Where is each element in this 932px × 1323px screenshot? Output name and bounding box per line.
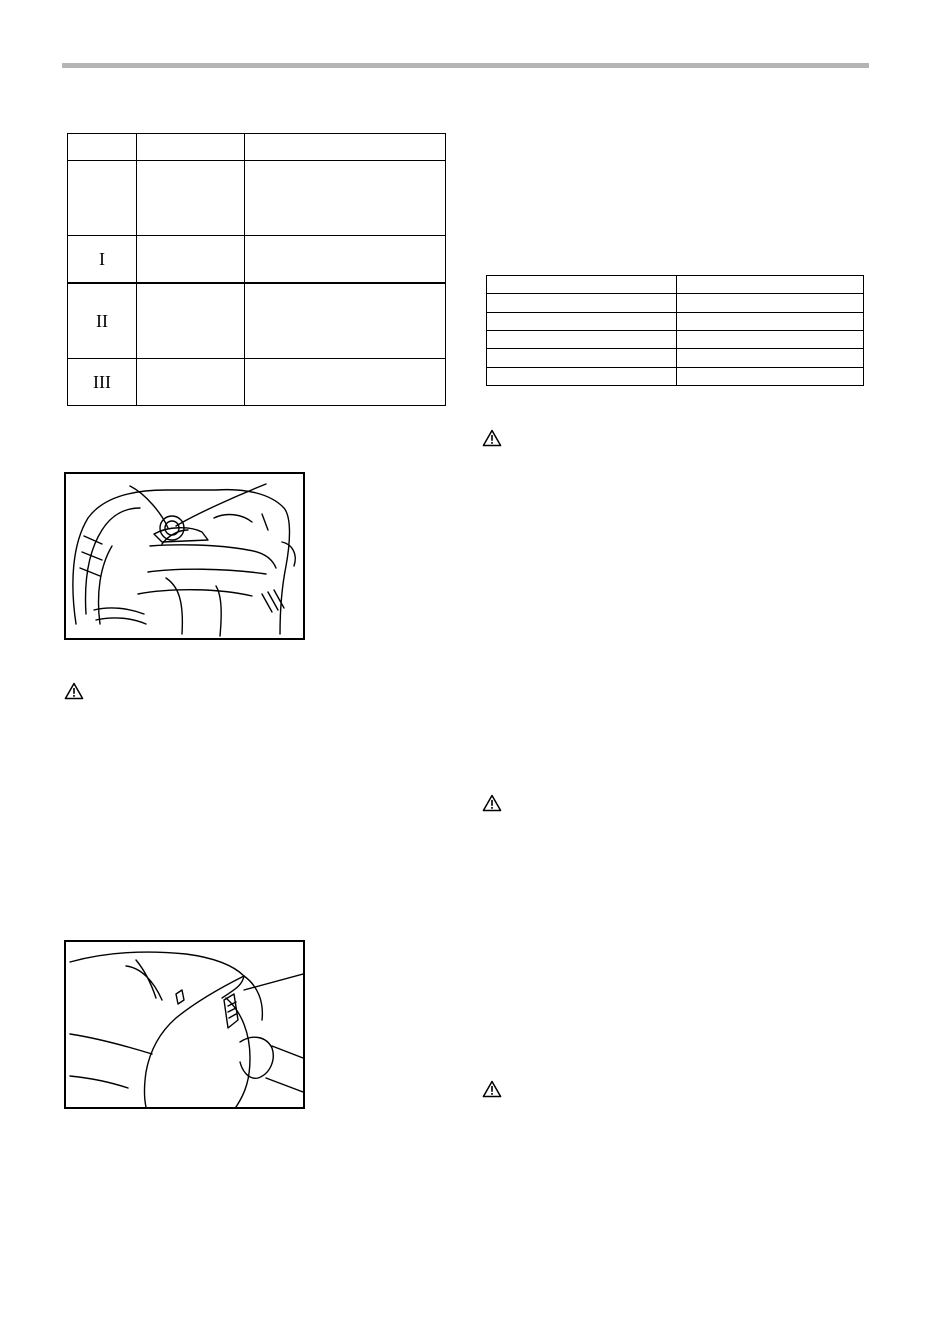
table-cell xyxy=(245,161,446,236)
warning-triangle-icon xyxy=(64,682,84,700)
table-row xyxy=(487,312,864,330)
warning-triangle-icon xyxy=(482,429,502,447)
jigsaw-rear-cord-illustration xyxy=(64,940,305,1109)
table-cell xyxy=(137,236,245,284)
table-cell xyxy=(245,359,446,406)
table-cell xyxy=(677,276,864,294)
speed-table xyxy=(486,275,864,386)
warning-triangle-icon xyxy=(482,794,502,812)
table-header-row xyxy=(68,134,446,161)
table-header-cell xyxy=(68,134,137,161)
table-cell xyxy=(487,294,677,312)
table-row xyxy=(487,349,864,367)
table-header-cell xyxy=(245,134,446,161)
table-row xyxy=(68,236,446,284)
orbital-action-table xyxy=(67,133,446,406)
table-cell xyxy=(245,236,446,284)
table-cell xyxy=(487,349,677,367)
table-cell xyxy=(137,283,245,359)
position-symbol: II xyxy=(68,283,137,359)
position-symbol: I xyxy=(68,236,137,284)
table-row xyxy=(487,330,864,348)
table-cell xyxy=(137,359,245,406)
table-row xyxy=(487,367,864,385)
table-row xyxy=(487,294,864,312)
table-cell xyxy=(487,276,677,294)
warning-triangle-icon xyxy=(482,1080,502,1098)
position-symbol: III xyxy=(68,359,137,406)
position-symbol xyxy=(68,161,137,236)
table-cell xyxy=(677,312,864,330)
table-cell xyxy=(677,294,864,312)
table-cell xyxy=(677,367,864,385)
table-cell xyxy=(677,349,864,367)
page-header-rule xyxy=(62,63,869,68)
table-cell xyxy=(487,330,677,348)
table-cell xyxy=(487,367,677,385)
table-cell xyxy=(487,312,677,330)
jigsaw-dial-switch-illustration xyxy=(64,472,305,640)
table-header-cell xyxy=(137,134,245,161)
table-cell xyxy=(137,161,245,236)
table-row xyxy=(68,359,446,406)
table-row xyxy=(68,283,446,359)
table-row xyxy=(487,276,864,294)
table-row xyxy=(68,161,446,236)
table-cell xyxy=(677,330,864,348)
table-cell xyxy=(245,283,446,359)
